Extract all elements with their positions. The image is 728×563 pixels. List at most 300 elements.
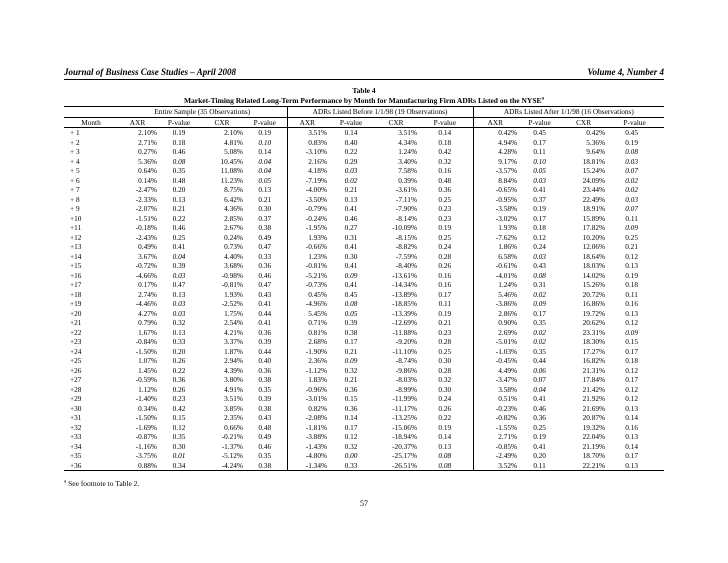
cell-month: +19	[70, 299, 82, 308]
cell-pvalue-cxr-entire: 0.43	[258, 413, 272, 422]
cell-pvalue-axr-after: 0.08	[533, 270, 546, 280]
cell-pvalue-cxr-entire: 0.04	[258, 166, 272, 175]
cell-pvalue-axr-after: 0.45	[533, 128, 546, 137]
table-row	[64, 252, 664, 262]
cell-pvalue-axr-after: 0.17	[533, 308, 546, 318]
table-row	[64, 147, 664, 157]
table-row	[64, 128, 664, 138]
cell-pvalue-axr-before: 0.36	[344, 403, 358, 413]
cell-axr-after: -0.45%	[473, 356, 517, 366]
cell-pvalue-axr-entire: 0.25	[172, 232, 186, 242]
cell-axr-before: -0.96%	[287, 385, 327, 395]
cell-pvalue-cxr-entire: 0.44	[258, 308, 272, 318]
header-rule	[64, 79, 664, 80]
table-row	[64, 442, 664, 452]
footnote-text: See footnote to Table 2.	[66, 479, 140, 488]
table-row	[64, 138, 664, 148]
cell-axr-entire: -4.66%	[135, 270, 157, 280]
cell-pvalue-cxr-before: 0.19	[438, 223, 452, 232]
cell-pvalue-axr-after: 0.03	[533, 175, 546, 185]
cell-cxr-after: 22.21%	[562, 461, 605, 471]
cell-pvalue-cxr-after: 0.16	[625, 422, 638, 432]
cell-pvalue-axr-after: 0.06	[533, 365, 546, 375]
cell-axr-entire: 2.74%	[138, 289, 157, 299]
cell-cxr-entire: 5.08%	[224, 147, 243, 156]
cell-axr-entire: 0.27%	[138, 147, 157, 156]
cell-cxr-before: -11.10%	[392, 346, 418, 356]
cell-pvalue-axr-before: 0.21	[344, 185, 358, 194]
cell-pvalue-cxr-before: 0.21	[438, 318, 452, 327]
cell-pvalue-axr-entire: 0.42	[172, 403, 186, 413]
cell-axr-before: 0.81%	[287, 328, 327, 338]
cell-axr-after: -3.57%	[473, 166, 517, 176]
cell-axr-after: 2.69%	[473, 328, 517, 338]
cell-cxr-entire: 2.10%	[224, 128, 243, 137]
cell-pvalue-axr-before: 0.21	[344, 346, 358, 356]
cell-pvalue-axr-entire: 0.15	[172, 413, 186, 422]
cell-pvalue-cxr-after: 0.14	[625, 413, 638, 422]
cell-axr-after: 4.28%	[473, 147, 517, 157]
cell-cxr-after: 17.82%	[582, 223, 606, 232]
cell-pvalue-cxr-before: 0.24	[438, 394, 452, 403]
cell-cxr-before: -9.86%	[395, 365, 418, 375]
cell-pvalue-axr-after: 0.18	[533, 223, 546, 232]
cell-cxr-entire: -0.81%	[221, 280, 243, 289]
cell-pvalue-axr-before: 0.45	[344, 289, 358, 299]
cell-pvalue-cxr-before: 0.18	[438, 137, 452, 147]
table-row	[64, 214, 664, 224]
cell-axr-before: -0.81%	[287, 261, 327, 271]
table-row	[64, 432, 664, 442]
cell-axr-entire: 0.88%	[118, 461, 157, 471]
cell-axr-before: 0.83%	[287, 138, 327, 148]
cell-pvalue-cxr-after: 0.02	[625, 185, 638, 194]
cell-axr-entire: -1.40%	[135, 394, 157, 403]
cell-pvalue-axr-entire: 0.20	[172, 185, 186, 194]
cell-cxr-before: 3.51%	[398, 128, 418, 137]
cell-pvalue-cxr-entire: 0.46	[258, 270, 272, 280]
cell-pvalue-cxr-after: 0.12	[625, 365, 638, 375]
cell-cxr-after: 23.44%	[582, 185, 606, 194]
cell-cxr-entire: -4.24%	[201, 461, 243, 471]
table-row	[64, 204, 664, 214]
cell-pvalue-axr-entire: 0.48	[172, 175, 186, 185]
cell-month: + 2	[70, 137, 80, 147]
volume-number: Volume 4, Number 4	[587, 67, 664, 77]
cell-pvalue-axr-after: 0.02	[533, 337, 546, 346]
cell-pvalue-axr-before: 0.30	[344, 251, 358, 261]
cell-pvalue-axr-entire: 0.36	[172, 375, 186, 384]
cell-pvalue-cxr-after: 0.18	[625, 356, 638, 365]
cell-pvalue-cxr-entire: 0.10	[258, 137, 272, 147]
cell-pvalue-axr-entire: 0.04	[172, 251, 186, 261]
cell-axr-entire: 2.71%	[138, 137, 157, 147]
cell-pvalue-cxr-before: 0.26	[438, 403, 452, 413]
cell-axr-before: -4.00%	[287, 185, 327, 195]
cell-axr-before: 2.36%	[287, 356, 327, 366]
cell-pvalue-cxr-entire: 0.37	[258, 213, 272, 223]
cell-axr-after: -0.23%	[473, 404, 517, 414]
cell-pvalue-cxr-before: 0.26	[438, 261, 452, 270]
cell-cxr-entire: 0.73%	[224, 242, 243, 251]
cell-pvalue-cxr-entire: 0.43	[258, 289, 272, 299]
cell-pvalue-cxr-after: 0.16	[625, 299, 638, 308]
cell-axr-after: -3.86%	[473, 299, 517, 309]
cell-pvalue-cxr-entire: 0.35	[258, 451, 272, 460]
cell-cxr-after: 5.36%	[586, 137, 606, 147]
cell-pvalue-axr-after: 0.36	[533, 413, 546, 422]
cell-month: + 9	[70, 204, 80, 213]
cell-month: + 3	[70, 147, 80, 156]
cell-pvalue-axr-entire: 0.03	[172, 299, 186, 308]
cell-axr-after: -7.62%	[473, 233, 517, 243]
cell-month: +14	[70, 251, 82, 261]
cell-pvalue-axr-before: 0.17	[344, 337, 358, 346]
cell-month: +28	[70, 384, 82, 394]
cell-axr-entire: -0.59%	[135, 375, 157, 384]
table-row	[64, 375, 664, 385]
cell-axr-before: -2.08%	[287, 413, 327, 423]
cell-cxr-entire: 4.91%	[224, 384, 243, 394]
cell-pvalue-axr-after: 0.10	[533, 156, 546, 166]
cell-pvalue-axr-before: 0.12	[344, 432, 358, 441]
cell-pvalue-axr-after: 0.05	[533, 166, 546, 175]
cell-pvalue-cxr-entire: 0.47	[258, 280, 272, 289]
cell-axr-entire: -1.51%	[135, 213, 157, 223]
cell-cxr-entire: 3.80%	[224, 375, 243, 384]
cell-axr-entire: -1.50%	[135, 413, 157, 422]
cell-pvalue-cxr-after: 0.13	[605, 461, 664, 471]
cell-cxr-entire: -1.37%	[221, 441, 243, 451]
cell-pvalue-axr-after: 0.44	[533, 356, 546, 365]
group-header-row	[64, 107, 664, 118]
cell-axr-before: 3.51%	[287, 128, 327, 138]
cell-pvalue-axr-entire: 0.08	[172, 156, 186, 166]
cell-pvalue-axr-entire: 0.03	[172, 308, 186, 318]
cell-cxr-entire: 3.51%	[224, 394, 243, 403]
cell-axr-before: -3.88%	[287, 432, 327, 442]
table-row	[64, 299, 664, 309]
cell-cxr-entire: 2.94%	[224, 356, 243, 365]
cell-cxr-before: -20.37%	[392, 441, 418, 451]
cell-axr-after: -0.85%	[473, 442, 517, 452]
cell-cxr-before: -8.82%	[395, 242, 418, 251]
cell-pvalue-axr-entire: 0.33	[172, 337, 186, 346]
cell-pvalue-cxr-entire: 0.04	[258, 156, 272, 166]
cell-cxr-after: 18.64%	[582, 251, 606, 261]
cell-cxr-after: 0.42%	[586, 128, 606, 137]
cell-cxr-entire: 1.87%	[224, 346, 243, 356]
cell-pvalue-cxr-entire: 0.47	[258, 242, 272, 251]
cell-cxr-before: -13.89%	[392, 289, 418, 299]
cell-cxr-before: -13.25%	[392, 413, 418, 422]
cell-pvalue-axr-entire: 0.47	[172, 280, 186, 289]
table-title	[64, 96, 664, 105]
cell-month: + 5	[70, 166, 80, 175]
cell-axr-entire: 0.17%	[138, 280, 157, 289]
cell-cxr-entire: 4.21%	[224, 327, 243, 337]
cell-pvalue-cxr-after: 0.18	[625, 280, 638, 289]
col-pvalue-axr-before: P-value	[327, 117, 375, 128]
cell-pvalue-cxr-before: 0.30	[438, 356, 452, 365]
page-number: 57	[360, 499, 368, 508]
cell-pvalue-axr-after: 0.31	[533, 280, 546, 289]
cell-pvalue-cxr-before: 0.19	[438, 308, 452, 318]
cell-month: +17	[70, 280, 82, 289]
cell-cxr-entire: 11.23%	[220, 175, 243, 185]
cell-month: +36	[64, 461, 118, 471]
cell-axr-after: 0.42%	[473, 128, 517, 138]
group-listed-before: ADRs Listed Before 1/1/98 (19 Observations)	[287, 107, 473, 118]
cell-month: +33	[70, 432, 82, 441]
cell-cxr-after: 24.09%	[582, 175, 606, 185]
cell-pvalue-cxr-after: 0.09	[625, 327, 638, 337]
cell-pvalue-axr-before: 0.09	[344, 270, 358, 280]
cell-cxr-entire: 0.24%	[224, 232, 243, 242]
cell-pvalue-cxr-after: 0.19	[625, 270, 638, 280]
cell-month: +29	[70, 394, 82, 403]
table-row	[64, 195, 664, 205]
cell-pvalue-axr-entire: 0.32	[172, 318, 186, 327]
cell-axr-after: 0.90%	[473, 318, 517, 328]
cell-pvalue-cxr-after: 0.17	[625, 346, 638, 356]
cell-pvalue-cxr-entire: 0.38	[258, 403, 272, 413]
table-row	[64, 366, 664, 376]
cell-axr-before: -4.80%	[287, 451, 327, 461]
cell-axr-entire: 0.14%	[138, 175, 157, 185]
cell-axr-before: -3.01%	[287, 394, 327, 404]
cell-pvalue-axr-entire: 0.30	[172, 441, 186, 451]
cell-pvalue-cxr-after: 0.11	[625, 213, 638, 223]
cell-month: +18	[70, 289, 82, 299]
table-title-text: Market-Timing Related Long-Term Performance by Month for Manufacturing Firm ADRs Listed on the NYSE	[183, 96, 542, 105]
cell-axr-before: 4.18%	[287, 166, 327, 176]
cell-pvalue-cxr-entire: 0.41	[258, 318, 272, 327]
cell-pvalue-cxr-after: 0.03	[625, 194, 638, 204]
cell-cxr-before: -11.88%	[392, 327, 418, 337]
cell-cxr-entire: 10.45%	[220, 156, 243, 166]
cell-axr-before: -1.34%	[287, 461, 327, 471]
cell-pvalue-cxr-after: 0.13	[625, 432, 638, 441]
cell-pvalue-cxr-before: 0.25	[438, 232, 452, 242]
table-row	[64, 394, 664, 404]
cell-pvalue-axr-entire: 0.39	[172, 261, 186, 270]
cell-pvalue-cxr-entire: 0.40	[258, 356, 272, 365]
col-pvalue-cxr-entire: P-value	[243, 117, 287, 128]
cell-axr-entire: 0.79%	[138, 318, 157, 327]
col-month: Month	[64, 117, 118, 128]
cell-pvalue-cxr-entire: 0.35	[258, 384, 272, 394]
cell-pvalue-axr-entire: 0.26	[172, 384, 186, 394]
cell-pvalue-cxr-before: 0.16	[438, 166, 452, 175]
cell-pvalue-cxr-entire: 0.33	[258, 251, 272, 261]
cell-pvalue-axr-entire: 0.46	[172, 147, 186, 156]
cell-cxr-before: -13.39%	[392, 308, 418, 318]
cell-cxr-before: -25.17%	[392, 451, 418, 460]
cell-axr-entire: -2.07%	[135, 204, 157, 213]
cell-pvalue-cxr-after: 0.45	[625, 128, 638, 137]
table-row	[64, 423, 664, 433]
cell-axr-after: 0.51%	[473, 394, 517, 404]
cell-cxr-entire: 6.42%	[224, 194, 243, 204]
cell-pvalue-axr-entire: 0.13	[172, 194, 186, 204]
cell-axr-before: 1.93%	[287, 233, 327, 243]
cell-axr-before: 1.83%	[287, 375, 327, 385]
cell-pvalue-cxr-before: 0.23	[438, 213, 452, 223]
cell-pvalue-axr-before: 0.13	[344, 194, 358, 204]
cell-pvalue-axr-entire: 0.20	[172, 346, 186, 356]
cell-pvalue-axr-entire: 0.12	[172, 422, 186, 432]
cell-pvalue-axr-after: 0.02	[533, 289, 546, 299]
cell-pvalue-axr-before: 0.29	[344, 156, 358, 166]
cell-pvalue-cxr-entire: 0.46	[258, 441, 272, 451]
cell-pvalue-axr-before: 0.41	[344, 204, 358, 213]
cell-pvalue-axr-after: 0.19	[533, 204, 546, 213]
cell-pvalue-axr-before: 0.32	[344, 365, 358, 375]
table-row	[64, 385, 664, 395]
cell-pvalue-axr-after: 0.24	[533, 242, 546, 251]
table-row	[64, 461, 664, 471]
table-body	[64, 128, 664, 471]
cell-axr-entire: 1.45%	[138, 365, 157, 375]
cell-cxr-entire: 2.35%	[224, 413, 243, 422]
cell-cxr-before: -18.94%	[392, 432, 418, 441]
table-row	[64, 166, 664, 176]
cell-pvalue-cxr-entire: 0.05	[258, 175, 272, 185]
cell-cxr-after: 21.92%	[582, 394, 606, 403]
cell-cxr-entire: 2.85%	[224, 213, 243, 223]
cell-axr-before: -3.50%	[287, 195, 327, 205]
cell-cxr-entire: 3.68%	[224, 261, 243, 270]
cell-pvalue-cxr-before: 0.11	[438, 299, 452, 308]
group-listed-after: ADRs Listed After 1/1/98 (16 Observations)	[473, 107, 664, 118]
cell-pvalue-cxr-entire: 0.38	[258, 375, 272, 384]
cell-pvalue-axr-after: 0.12	[533, 232, 546, 242]
cell-cxr-after: 23.31%	[582, 327, 606, 337]
cell-month: + 8	[70, 194, 80, 204]
cell-cxr-after: 21.42%	[582, 384, 606, 394]
cell-pvalue-axr-before: 0.03	[344, 166, 358, 175]
cell-pvalue-cxr-entire: 0.49	[258, 232, 272, 242]
cell-pvalue-cxr-before: 0.25	[438, 194, 452, 204]
cell-cxr-entire: 2.54%	[224, 318, 243, 327]
cell-pvalue-axr-after: 0.04	[533, 384, 546, 394]
cell-axr-entire: -1.69%	[135, 422, 157, 432]
cell-pvalue-cxr-before: 0.14	[438, 432, 452, 441]
cell-pvalue-axr-after: 0.11	[517, 461, 562, 471]
cell-cxr-entire: -5.12%	[221, 451, 243, 460]
cell-pvalue-cxr-after: 0.12	[625, 318, 638, 327]
cell-cxr-after: 18.03%	[582, 261, 606, 270]
col-pvalue-axr-entire: P-value	[157, 117, 201, 128]
running-header	[64, 67, 664, 77]
cell-month: +21	[70, 318, 82, 327]
cell-axr-after: -5.01%	[473, 337, 517, 347]
cell-pvalue-cxr-before: 0.25	[438, 346, 452, 356]
cell-cxr-before: -8.99%	[395, 384, 418, 394]
cell-pvalue-axr-entire: 0.35	[172, 166, 186, 175]
cell-axr-after: 1.86%	[473, 242, 517, 252]
cell-axr-before: -1.90%	[287, 347, 327, 357]
cell-cxr-entire: 4.36%	[224, 204, 243, 213]
cell-cxr-before: -7.11%	[396, 194, 418, 204]
cell-month: +15	[70, 261, 82, 270]
cell-pvalue-axr-before: 0.02	[344, 175, 358, 185]
col-cxr-entire: CXR	[201, 117, 243, 128]
cell-pvalue-axr-before: 0.14	[344, 413, 358, 422]
group-entire-sample: Entire Sample (35 Observations)	[118, 107, 287, 118]
cell-cxr-after: 15.89%	[582, 213, 606, 223]
cell-pvalue-axr-before: 0.15	[344, 394, 358, 403]
cell-axr-entire: 1.07%	[138, 356, 157, 365]
cell-cxr-after: 20.62%	[582, 318, 606, 327]
cell-axr-after: 9.17%	[473, 157, 517, 167]
cell-axr-entire: -0.84%	[135, 337, 157, 346]
cell-month: +27	[70, 375, 82, 384]
cell-pvalue-cxr-entire: 0.21	[258, 194, 272, 204]
table-row	[64, 290, 664, 300]
cell-pvalue-axr-before: 0.41	[344, 261, 358, 270]
cell-pvalue-cxr-after: 0.19	[625, 137, 638, 147]
table-row	[64, 404, 664, 414]
cell-pvalue-axr-after: 0.41	[533, 441, 546, 451]
cell-axr-entire: 3.67%	[138, 251, 157, 261]
cell-pvalue-axr-after: 0.20	[533, 451, 546, 460]
cell-pvalue-axr-entire: 0.34	[157, 461, 201, 471]
cell-pvalue-cxr-before: 0.42	[438, 147, 452, 156]
cell-pvalue-axr-before: 0.40	[344, 137, 358, 147]
cell-axr-before: -0.24%	[287, 214, 327, 224]
cell-cxr-before: -14.34%	[392, 280, 418, 289]
cell-month: +26	[70, 365, 82, 375]
cell-pvalue-cxr-entire: 0.38	[243, 461, 287, 471]
cell-pvalue-cxr-before: 0.48	[438, 175, 452, 185]
cell-axr-before: 2.16%	[287, 157, 327, 167]
cell-pvalue-cxr-entire: 0.36	[258, 327, 272, 337]
cell-cxr-before: 1.24%	[398, 147, 418, 156]
col-pvalue-axr-after: P-value	[517, 117, 562, 128]
cell-cxr-entire: -2.52%	[221, 299, 243, 308]
table-row	[64, 157, 664, 167]
cell-cxr-after: 18.91%	[582, 204, 606, 213]
cell-pvalue-cxr-entire: 0.36	[258, 365, 272, 375]
cell-axr-after: -2.49%	[473, 451, 517, 461]
cell-pvalue-axr-after: 0.46	[533, 403, 546, 413]
cell-axr-entire: 0.64%	[138, 166, 157, 175]
cell-cxr-entire: 4.81%	[224, 137, 243, 147]
cell-pvalue-cxr-after: 0.07	[625, 204, 638, 213]
cell-month: +13	[70, 242, 82, 251]
cell-pvalue-cxr-before: 0.28	[438, 251, 452, 261]
cell-pvalue-cxr-before: 0.08	[438, 451, 452, 460]
cell-axr-before: 2.68%	[287, 337, 327, 347]
cell-axr-after: -3.58%	[473, 204, 517, 214]
cell-pvalue-cxr-after: 0.21	[625, 242, 638, 251]
cell-month: + 7	[70, 185, 80, 194]
cell-pvalue-axr-after: 0.03	[533, 251, 546, 261]
cell-pvalue-axr-before: 0.33	[327, 461, 375, 471]
cell-month: +24	[70, 346, 82, 356]
cell-pvalue-cxr-before: 0.30	[438, 384, 452, 394]
cell-cxr-entire: 4.39%	[224, 365, 243, 375]
cell-pvalue-axr-after: 0.11	[533, 147, 546, 156]
cell-pvalue-cxr-after: 0.12	[625, 384, 638, 394]
cell-axr-after: 4.94%	[473, 138, 517, 148]
cell-cxr-before: -8.14%	[395, 213, 418, 223]
cell-pvalue-axr-entire: 0.01	[172, 451, 186, 460]
table-footnote	[64, 479, 139, 488]
cell-pvalue-axr-before: 0.27	[344, 223, 358, 232]
